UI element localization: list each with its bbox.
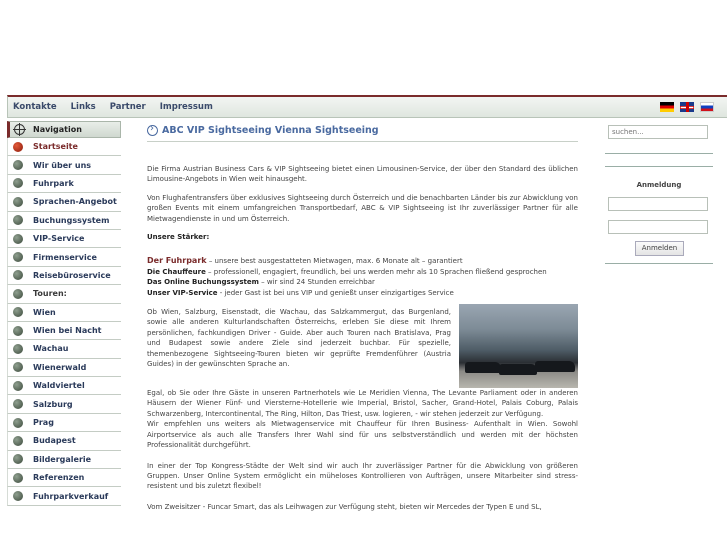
password-field[interactable] — [608, 220, 708, 234]
sidebar-item-label: Wienerwald — [33, 362, 87, 372]
navigation-title: Navigation — [33, 125, 82, 134]
link-impressum[interactable]: Impressum — [159, 102, 213, 112]
divider — [605, 153, 713, 154]
sidebar-item-label: Bildergalerie — [33, 454, 92, 464]
sidebar-item-wienerwald[interactable] — [7, 359, 121, 377]
sidebar-item-bildergalerie[interactable] — [7, 451, 121, 469]
bullet-icon — [13, 418, 23, 428]
sidebar-item-wien-bei-nacht[interactable] — [7, 322, 121, 340]
bullet-icon — [13, 270, 23, 280]
link-partner[interactable]: Partner — [109, 102, 146, 112]
sidebar-item-wachau[interactable] — [7, 340, 121, 358]
sidebar-item-fuhrpark[interactable] — [7, 175, 121, 193]
sidebar-item-label: Budapest — [33, 436, 76, 446]
intro-paragraph: Die Firma Austrian Business Cars & VIP Sightseeing bietet einen Limousinen-Service, der über den Standard des üblichen Limousine-Angebots in Wien weit hinausgeht. — [147, 165, 578, 184]
sidebar-item-label: Fuhrparkverkauf — [33, 491, 109, 501]
sidebar-item-wien[interactable] — [7, 304, 121, 322]
strength-vip-label: Unser VIP-Service — [147, 288, 218, 297]
bullet-icon — [13, 344, 23, 354]
sidebar-item-label: VIP-Service — [33, 234, 85, 244]
bullet-icon — [13, 491, 23, 501]
bullet-icon — [13, 215, 23, 225]
strength-fuhrpark-text: – unsere best ausgestatteten Mietwagen, max. 6 Monate alt – garantiert — [206, 257, 463, 266]
username-field[interactable] — [608, 197, 708, 211]
sidebar-item-touren — [7, 285, 121, 303]
link-kontakte[interactable]: Kontakte — [13, 102, 57, 112]
sidebar-item-label: Buchungssystem — [33, 215, 110, 225]
arrow-right-icon — [147, 125, 158, 136]
sidebar-item-vip-service[interactable] — [7, 230, 121, 248]
login-heading: Anmeldung — [636, 181, 682, 189]
top-navigation-bar — [7, 95, 727, 118]
sidebar-item-label: Wien — [33, 307, 56, 317]
sidebar-item-referenzen[interactable] — [7, 469, 121, 487]
bullet-icon — [13, 178, 23, 188]
divider — [605, 263, 713, 264]
uk-flag-icon[interactable] — [680, 102, 694, 112]
strength-vip-text: - jeder Gast ist bei uns VIP und genießt unser einzigartiges Service — [217, 288, 454, 297]
sidebar-navigation — [7, 121, 121, 506]
sidebar-item-label: Reisebüroservice — [33, 270, 111, 280]
bullet-icon — [13, 399, 23, 409]
nav-list — [7, 138, 121, 506]
bullet-icon — [13, 160, 23, 170]
sidebar-item-label: Prag — [33, 418, 54, 428]
strengths-list — [147, 256, 578, 298]
strength-fuhrpark-label[interactable]: Der Fuhrpark — [147, 256, 207, 266]
paragraph-hotels: Egal, ob Sie oder Ihre Gäste in unseren Partnerhotels wie Le Meridien Vienna, The Levante Parliament oder in anderen Häusern der Wiener Fünf- und Viersterne-Hotellerie wie Imperial, Bristol, Sacher, Grand-Hotel, Palais Coburg, Palais Schwarzenberg, Intercontinental, The Ring, Hilton, Das Triest, usw. logieren, - wir stehen jederzeit zur Verfügung. — [147, 389, 578, 418]
bullet-icon — [13, 326, 23, 336]
paragraph-transfers: Von Flughafentransfers über exklusives Sightseeing durch Österreich und die benachbarten Länder bis zur Abwicklung von großen Events mit einem umfangreichen Transportbedarf, ABC & VIP Sightseeing ist Ihr zuverlässiger Partner für alle Mietwagendienste in und um Österreich. — [147, 193, 578, 223]
sidebar-item-prag[interactable] — [7, 414, 121, 432]
bullet-icon — [13, 473, 23, 483]
sidebar-item-label: Firmenservice — [33, 252, 97, 262]
strength-buchung-label: Das Online Buchungssystem — [147, 278, 259, 287]
right-column — [605, 122, 713, 264]
sidebar-item-label: Wien bei Nacht — [33, 326, 102, 336]
paragraph-business: Wir empfehlen uns weiters als Mietwagenservice mit Chauffeur für Ihren Business- Aufenthalt in Wien. Sowohl Airportservice als auch alle Transfers Ihrer Wahl sind für uns selbstverständlich und werden mit der höchsten Professionalität durchgeführt. — [147, 420, 578, 450]
bullet-icon — [13, 234, 23, 244]
de-flag-icon[interactable] — [660, 102, 674, 112]
sidebar-item-label: Waldviertel — [33, 381, 85, 391]
sidebar-item-waldviertel[interactable] — [7, 377, 121, 395]
bullet-icon — [13, 197, 23, 207]
sidebar-item-fuhrparkverkauf[interactable] — [7, 487, 121, 505]
bullet-icon — [13, 362, 23, 372]
bullet-icon — [13, 381, 23, 391]
paragraph-tours: Ob Wien, Salzburg, Eisenstadt, die Wachau, das Salzkammergut, das Burgenland, sowie alle anderen Kulturlandschaften Österreichs, erleben Sie diese mit Ihrem persönlichen, fachkundigen Driver - Guide. Aber auch Touren nach Bratislava, Prag und Budapest sowie andere Ziele sind jederzeit buchbar. Für spezielle, themenbezogene Sightseeing-Touren bieten wir geprüfte Fremdenführer (Austria Guides) in der gewünschten Sprache an. — [147, 308, 451, 369]
sidebar-item-label: Salzburg — [33, 399, 73, 409]
login-button[interactable]: Anmelden — [635, 241, 684, 256]
sidebar-item-reisebüroservice[interactable] — [7, 267, 121, 285]
bullet-icon — [13, 252, 23, 262]
sidebar-item-label: Touren: — [33, 289, 67, 299]
header-banner-area — [0, 0, 727, 95]
sidebar-item-label: Startseite — [33, 142, 78, 152]
sidebar-item-wir-über-uns[interactable] — [7, 156, 121, 174]
link-links[interactable]: Links — [70, 102, 96, 112]
bullet-icon — [13, 142, 23, 152]
top-links — [13, 102, 227, 112]
tours-block — [147, 307, 578, 369]
limousine-fleet-photo — [459, 304, 578, 388]
sidebar-item-label: Referenzen — [33, 473, 85, 483]
sidebar-item-label: Sprachen-Angebot — [33, 197, 117, 207]
title-divider — [147, 141, 578, 142]
sidebar-item-label: Wachau — [33, 344, 69, 354]
bullet-icon — [13, 289, 23, 299]
page-title-text: ABC VIP Sightseeing Vienna Sightseeing — [162, 124, 379, 136]
crosshair-icon — [14, 124, 25, 135]
search-input[interactable] — [608, 125, 708, 139]
strengths-heading: Unsere Stärker: — [147, 233, 210, 242]
bullet-icon — [13, 436, 23, 446]
sidebar-item-firmenservice[interactable] — [7, 248, 121, 266]
sidebar-item-label: Fuhrpark — [33, 178, 74, 188]
navigation-header — [7, 121, 121, 138]
sidebar-item-sprachen-angebot[interactable] — [7, 193, 121, 211]
sidebar-item-buchungssystem[interactable] — [7, 212, 121, 230]
language-flags — [660, 102, 714, 112]
strength-buchung-text: – wir sind 24 Stunden erreichbar — [258, 278, 375, 287]
divider — [605, 166, 713, 167]
sidebar-item-label: Wir über uns — [33, 160, 92, 170]
bullet-icon — [13, 307, 23, 317]
bullet-icon — [13, 454, 23, 464]
page-title — [147, 122, 578, 138]
main-content — [147, 122, 578, 512]
paragraph-congress: In einer der Top Kongress-Städte der Welt sind wir auch Ihr zuverlässiger Partner für die Abwicklung von größeren Gruppen. Unser Online System ermöglicht ein müheloses Kontrollieren von Aufträgen, unsere Mitarbeiter sind stress-resistent und bis zuletzt flexibel! — [147, 461, 578, 491]
sidebar-item-salzburg[interactable] — [7, 395, 121, 413]
strength-chauffeure-text: – professionell, engagiert, freundlich, bei uns werden mehr als 10 Sprachen fließend gesprochen — [205, 267, 547, 276]
ru-flag-icon[interactable] — [700, 102, 714, 112]
paragraph-fleet: Vom Zweisitzer - Funcar Smart, das als Leihwagen zur Verfügung steht, bieten wir Mercedes der Typen E und SL, — [147, 502, 542, 511]
strength-chauffeure-label: Die Chauffeure — [147, 267, 206, 276]
sidebar-item-startseite[interactable] — [7, 138, 121, 156]
sidebar-item-budapest[interactable] — [7, 432, 121, 450]
